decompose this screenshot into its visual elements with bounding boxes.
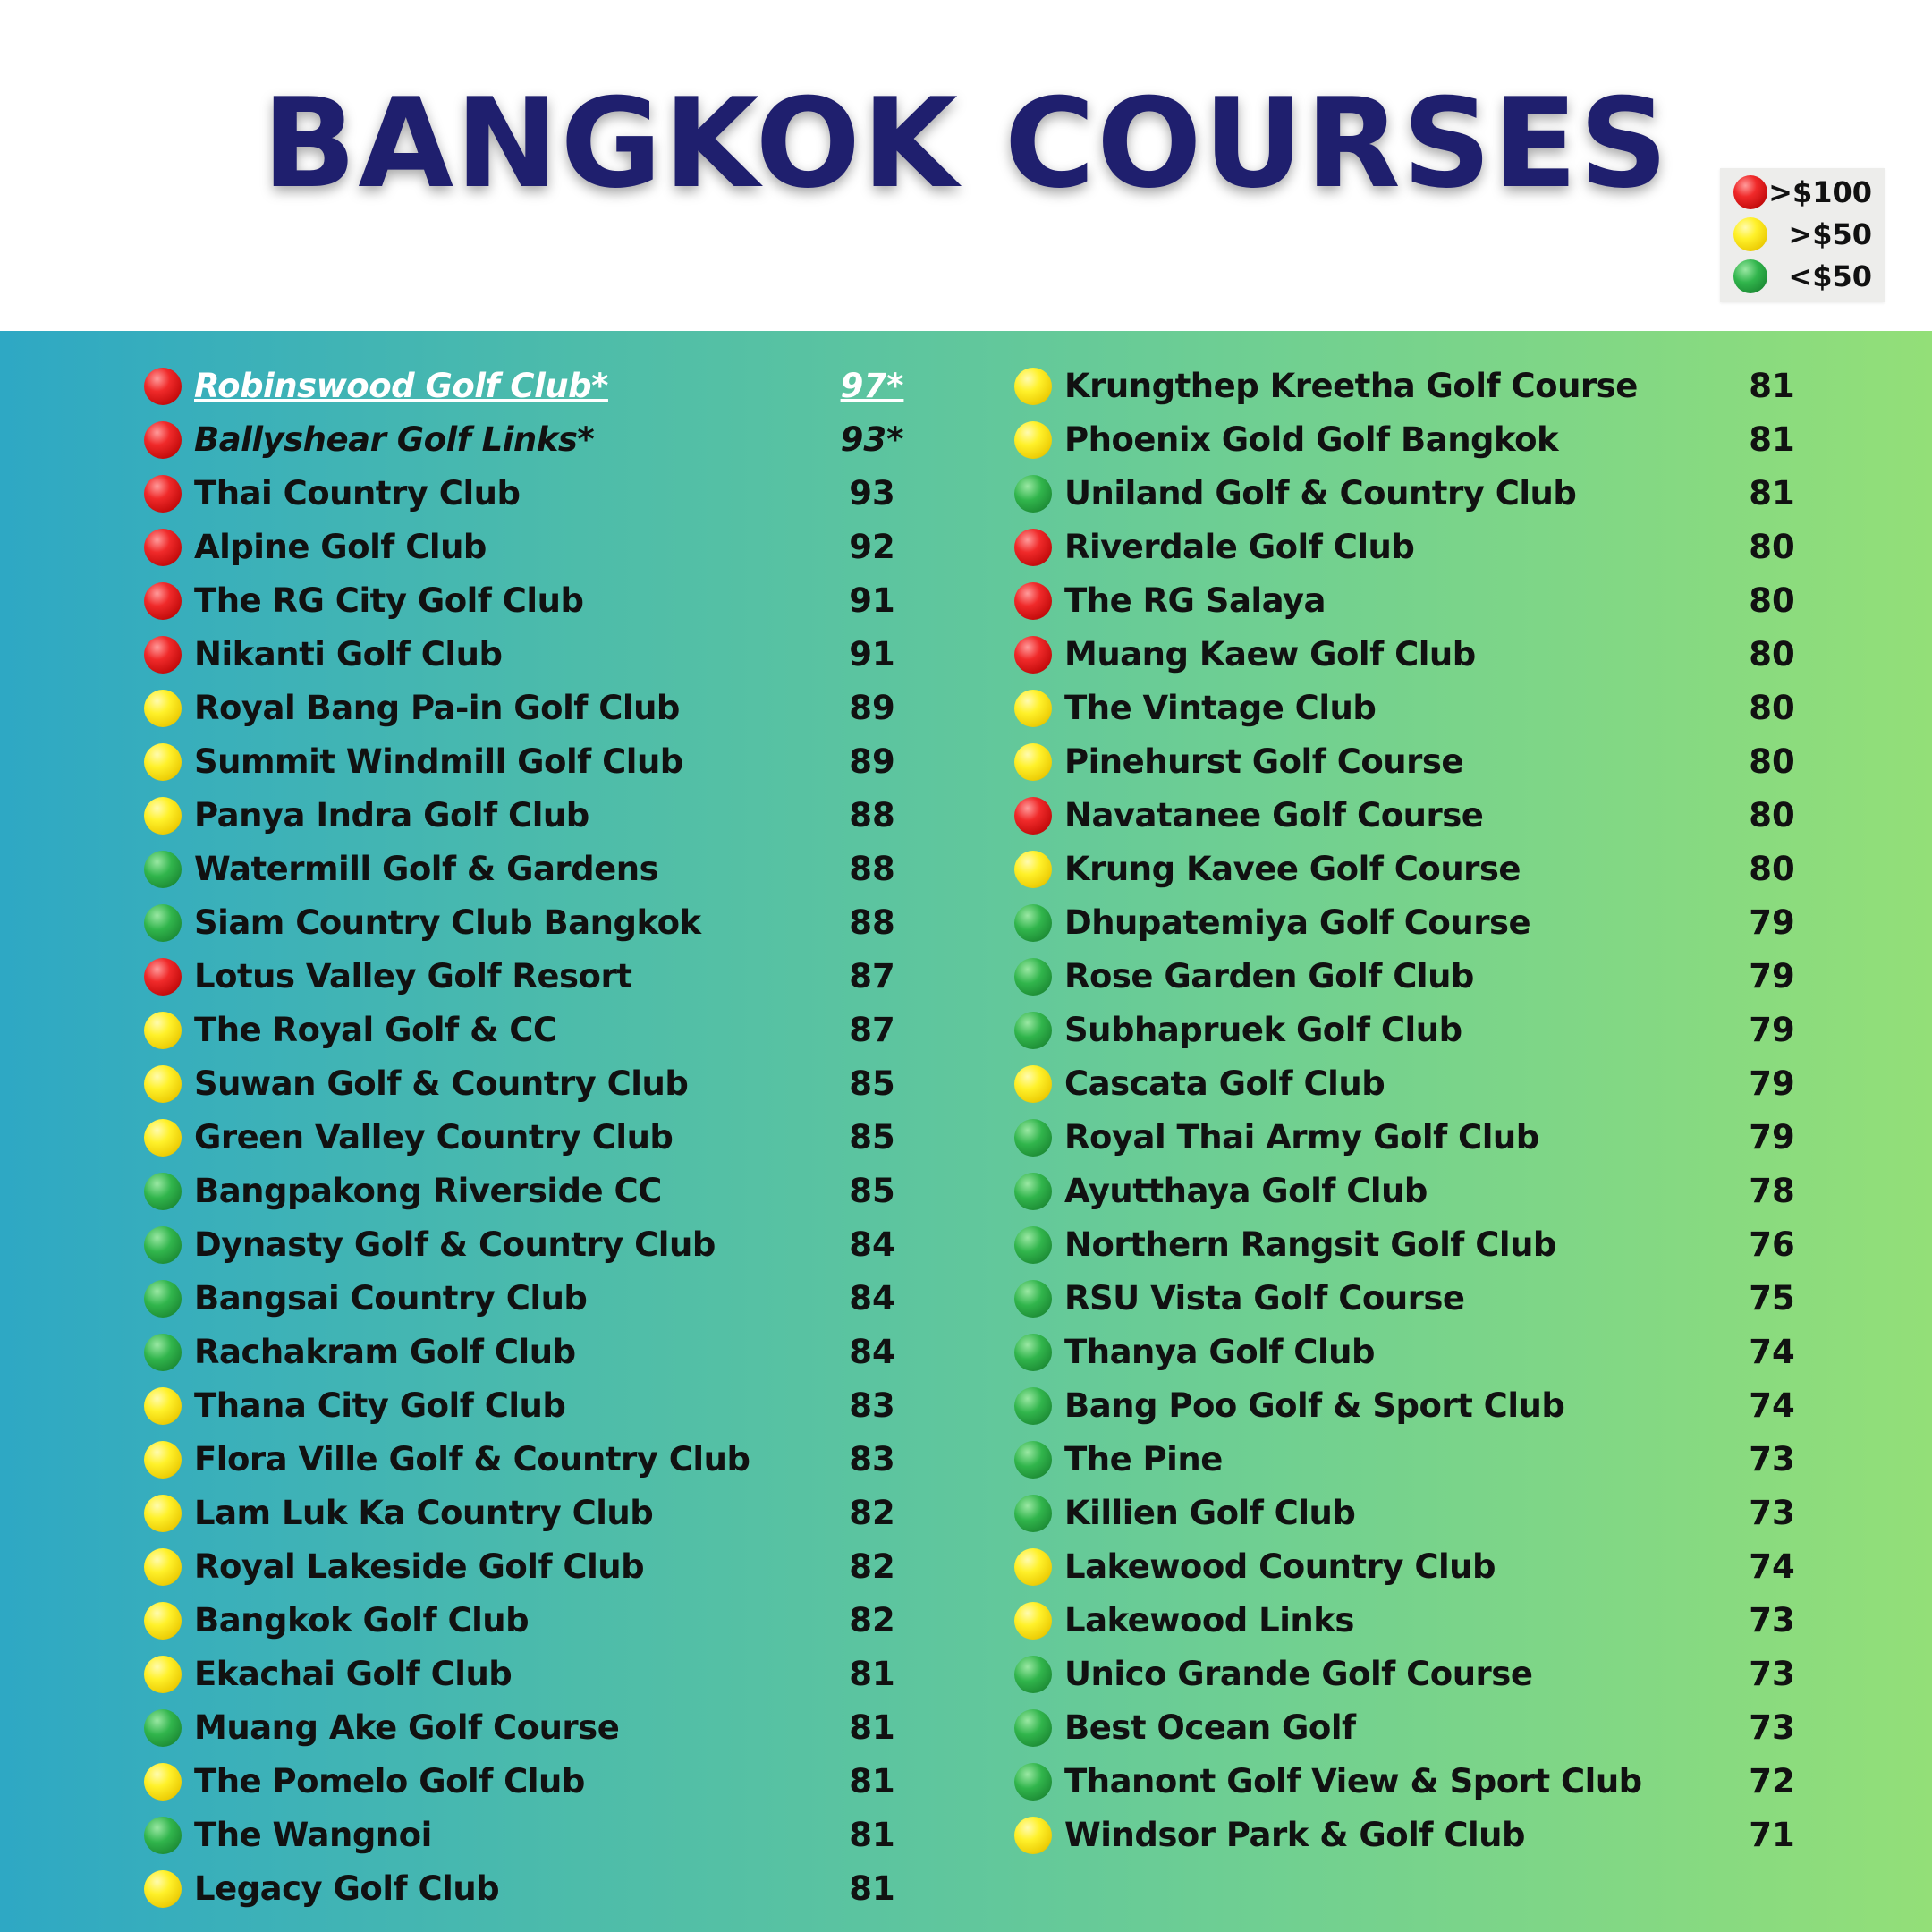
course-score: 80: [1749, 689, 1795, 727]
course-row: [140, 1053, 910, 1106]
course-name: Thai Country Club: [194, 474, 521, 513]
course-name: Killien Golf Club: [1064, 1494, 1356, 1532]
course-row: [1011, 892, 1816, 945]
course-score: 88: [849, 796, 895, 835]
course-score: 89: [849, 742, 895, 781]
course-score: 88: [849, 850, 895, 888]
green-ball-icon: [144, 1817, 182, 1854]
yellow-ball-icon: [1014, 690, 1052, 727]
green-ball-icon: [1014, 1763, 1052, 1801]
green-ball-icon: [1014, 904, 1052, 942]
course-score: 85: [849, 1172, 895, 1210]
course-score: 80: [1749, 742, 1795, 781]
courses-panel: [0, 331, 1932, 1932]
green-ball-icon: [144, 904, 182, 942]
course-row: [140, 1160, 910, 1214]
legend-label: <$50: [1788, 259, 1872, 293]
course-name: The RG Salaya: [1064, 581, 1326, 620]
course-score: 89: [849, 689, 895, 727]
course-row: [140, 1106, 910, 1160]
course-row: [140, 1589, 910, 1643]
course-row: [1011, 462, 1816, 516]
red-ball-icon: [1733, 175, 1767, 209]
yellow-ball-icon: [144, 1602, 182, 1640]
course-row: [140, 1643, 910, 1697]
yellow-ball-icon: [1014, 1602, 1052, 1640]
course-name: Lam Luk Ka Country Club: [194, 1494, 654, 1532]
course-name: The RG City Golf Club: [194, 581, 584, 620]
course-score: 85: [849, 1118, 895, 1157]
course-name: Legacy Golf Club: [194, 1869, 500, 1908]
course-score: 85: [849, 1064, 895, 1103]
course-score: 87: [849, 957, 895, 996]
course-row: [1011, 1804, 1816, 1858]
course-score: 81: [849, 1655, 895, 1693]
green-ball-icon: [144, 1226, 182, 1264]
green-ball-icon: [1014, 1334, 1052, 1371]
course-score: 79: [1749, 1064, 1795, 1103]
course-name: Thana City Golf Club: [194, 1386, 566, 1425]
course-score: 80: [1749, 850, 1795, 888]
course-score: 73: [1749, 1494, 1795, 1532]
course-score: 74: [1749, 1333, 1795, 1371]
yellow-ball-icon: [1014, 421, 1052, 459]
course-row: [140, 838, 910, 892]
course-name: Robinswood Golf Club*: [194, 367, 608, 405]
course-row: [140, 677, 910, 731]
course-row: [140, 1858, 910, 1911]
red-ball-icon: [144, 368, 182, 405]
course-score: 79: [1749, 903, 1795, 942]
course-row: [1011, 355, 1816, 409]
course-score: 73: [1749, 1655, 1795, 1693]
course-name: Bangkok Golf Club: [194, 1601, 530, 1640]
legend-item-yellow: [1720, 213, 1885, 254]
course-row: [1011, 1160, 1816, 1214]
page-title: BANGKOK COURSES: [262, 72, 1670, 216]
green-ball-icon: [144, 1280, 182, 1318]
course-name: Ayutthaya Golf Club: [1064, 1172, 1428, 1210]
course-row: [140, 409, 910, 462]
green-ball-icon: [1014, 1173, 1052, 1210]
course-row: [1011, 623, 1816, 677]
course-name: Royal Bang Pa-in Golf Club: [194, 689, 680, 727]
red-ball-icon: [144, 636, 182, 674]
course-score: 75: [1749, 1279, 1795, 1318]
course-row: [1011, 1106, 1816, 1160]
green-ball-icon: [1014, 1226, 1052, 1264]
yellow-ball-icon: [144, 743, 182, 781]
green-ball-icon: [1014, 1280, 1052, 1318]
course-row: [140, 784, 910, 838]
course-score: 73: [1749, 1601, 1795, 1640]
yellow-ball-icon: [144, 1656, 182, 1693]
course-name: Uniland Golf & Country Club: [1064, 474, 1577, 513]
green-ball-icon: [144, 1334, 182, 1371]
yellow-ball-icon: [1014, 851, 1052, 888]
course-row: [140, 1697, 910, 1750]
course-name: The Wangnoi: [194, 1816, 432, 1854]
legend-item-red: [1720, 171, 1885, 212]
course-name: RSU Vista Golf Course: [1064, 1279, 1465, 1318]
course-row: [140, 355, 910, 409]
course-name: The Pomelo Golf Club: [194, 1762, 585, 1801]
course-score: 81: [1749, 367, 1795, 405]
green-ball-icon: [144, 1173, 182, 1210]
course-name: Thanya Golf Club: [1064, 1333, 1375, 1371]
course-row: [1011, 731, 1816, 784]
red-ball-icon: [144, 529, 182, 566]
course-name: Northern Rangsit Golf Club: [1064, 1225, 1556, 1264]
course-name: Dynasty Golf & Country Club: [194, 1225, 716, 1264]
course-score: 93*: [840, 420, 904, 459]
course-score: 84: [849, 1333, 895, 1371]
red-ball-icon: [144, 475, 182, 513]
yellow-ball-icon: [144, 690, 182, 727]
course-name: Krungthep Kreetha Golf Course: [1064, 367, 1638, 405]
course-name: Navatanee Golf Course: [1064, 796, 1484, 835]
course-score: 80: [1749, 635, 1795, 674]
yellow-ball-icon: [1014, 1065, 1052, 1103]
course-row: [1011, 1643, 1816, 1697]
course-row: [1011, 1482, 1816, 1536]
course-row: [140, 1214, 910, 1267]
red-ball-icon: [1014, 636, 1052, 674]
course-score: 88: [849, 903, 895, 942]
course-score: 73: [1749, 1708, 1795, 1747]
course-name: Thanont Golf View & Sport Club: [1064, 1762, 1642, 1801]
yellow-ball-icon: [144, 1012, 182, 1049]
course-name: Muang Kaew Golf Club: [1064, 635, 1476, 674]
course-score: 91: [849, 635, 895, 674]
course-name: Panya Indra Golf Club: [194, 796, 589, 835]
course-name: Pinehurst Golf Course: [1064, 742, 1463, 781]
course-row: [1011, 570, 1816, 623]
yellow-ball-icon: [1733, 217, 1767, 251]
green-ball-icon: [1014, 1709, 1052, 1747]
course-row: [1011, 516, 1816, 570]
course-score: 79: [1749, 1118, 1795, 1157]
course-score: 79: [1749, 957, 1795, 996]
yellow-ball-icon: [1014, 1548, 1052, 1586]
course-name: Bang Poo Golf & Sport Club: [1064, 1386, 1565, 1425]
course-row: [140, 1482, 910, 1536]
yellow-ball-icon: [1014, 1817, 1052, 1854]
course-row: [140, 1375, 910, 1428]
course-name: The Vintage Club: [1064, 689, 1377, 727]
course-row: [1011, 1697, 1816, 1750]
course-row: [1011, 1267, 1816, 1321]
red-ball-icon: [144, 958, 182, 996]
yellow-ball-icon: [144, 1495, 182, 1532]
course-name: Phoenix Gold Golf Bangkok: [1064, 420, 1559, 459]
course-score: 83: [849, 1386, 895, 1425]
course-row: [1011, 1053, 1816, 1106]
course-score: 87: [849, 1011, 895, 1049]
course-score: 81: [849, 1869, 895, 1908]
green-ball-icon: [1733, 259, 1767, 293]
red-ball-icon: [1014, 582, 1052, 620]
course-name: Ballyshear Golf Links*: [194, 420, 595, 459]
course-row: [140, 623, 910, 677]
course-score: 81: [849, 1762, 895, 1801]
legend-label: >$100: [1768, 175, 1872, 209]
course-score: 81: [1749, 474, 1795, 513]
green-ball-icon: [1014, 958, 1052, 996]
course-name: Rose Garden Golf Club: [1064, 957, 1474, 996]
course-score: 81: [1749, 420, 1795, 459]
price-legend: [1720, 168, 1885, 302]
yellow-ball-icon: [144, 1441, 182, 1479]
red-ball-icon: [1014, 797, 1052, 835]
course-score: 72: [1749, 1762, 1795, 1801]
course-name: Lotus Valley Golf Resort: [194, 957, 632, 996]
course-name: The Pine: [1064, 1440, 1223, 1479]
red-ball-icon: [144, 582, 182, 620]
right-course-list: [1011, 355, 1816, 1858]
course-row: [140, 1321, 910, 1375]
course-row: [1011, 838, 1816, 892]
course-score: 73: [1749, 1440, 1795, 1479]
course-name: Subhapruek Golf Club: [1064, 1011, 1462, 1049]
course-score: 84: [849, 1279, 895, 1318]
course-score: 81: [849, 1816, 895, 1854]
course-row: [140, 731, 910, 784]
course-name: Bangpakong Riverside CC: [194, 1172, 662, 1210]
left-course-list: [140, 355, 910, 1911]
green-ball-icon: [1014, 1387, 1052, 1425]
course-row: [1011, 1321, 1816, 1375]
course-name: Summit Windmill Golf Club: [194, 742, 683, 781]
course-name: Windsor Park & Golf Club: [1064, 1816, 1525, 1854]
course-row: [140, 1267, 910, 1321]
course-score: 84: [849, 1225, 895, 1264]
green-ball-icon: [1014, 1495, 1052, 1532]
course-row: [1011, 1375, 1816, 1428]
course-score: 82: [849, 1601, 895, 1640]
course-row: [1011, 1589, 1816, 1643]
course-row: [140, 999, 910, 1053]
legend-item-green: [1720, 255, 1885, 296]
green-ball-icon: [1014, 1012, 1052, 1049]
course-name: Cascata Golf Club: [1064, 1064, 1385, 1103]
course-row: [140, 945, 910, 999]
course-row: [1011, 945, 1816, 999]
course-row: [140, 516, 910, 570]
course-score: 82: [849, 1494, 895, 1532]
course-name: Siam Country Club Bangkok: [194, 903, 701, 942]
course-score: 83: [849, 1440, 895, 1479]
course-score: 74: [1749, 1547, 1795, 1586]
course-name: Lakewood Country Club: [1064, 1547, 1496, 1586]
course-score: 82: [849, 1547, 895, 1586]
course-row: [1011, 1214, 1816, 1267]
course-name: Krung Kavee Golf Course: [1064, 850, 1521, 888]
course-score: 74: [1749, 1386, 1795, 1425]
header: [0, 0, 1932, 331]
yellow-ball-icon: [144, 1387, 182, 1425]
course-score: 81: [849, 1708, 895, 1747]
yellow-ball-icon: [144, 1548, 182, 1586]
green-ball-icon: [144, 1709, 182, 1747]
yellow-ball-icon: [144, 1763, 182, 1801]
course-name: Best Ocean Golf: [1064, 1708, 1356, 1747]
course-name: Royal Thai Army Golf Club: [1064, 1118, 1539, 1157]
course-name: Alpine Golf Club: [194, 528, 487, 566]
course-name: Royal Lakeside Golf Club: [194, 1547, 645, 1586]
course-row: [1011, 999, 1816, 1053]
course-score: 80: [1749, 796, 1795, 835]
course-row: [1011, 1428, 1816, 1482]
green-ball-icon: [1014, 1441, 1052, 1479]
yellow-ball-icon: [144, 1065, 182, 1103]
red-ball-icon: [144, 421, 182, 459]
course-row: [1011, 409, 1816, 462]
course-name: Unico Grande Golf Course: [1064, 1655, 1533, 1693]
course-row: [1011, 1750, 1816, 1804]
green-ball-icon: [1014, 1119, 1052, 1157]
yellow-ball-icon: [1014, 368, 1052, 405]
yellow-ball-icon: [144, 1119, 182, 1157]
course-row: [140, 892, 910, 945]
course-score: 93: [849, 474, 895, 513]
course-score: 71: [1749, 1816, 1795, 1854]
course-name: Watermill Golf & Gardens: [194, 850, 659, 888]
course-row: [140, 1536, 910, 1589]
course-score: 80: [1749, 581, 1795, 620]
course-row: [1011, 1536, 1816, 1589]
legend-label: >$50: [1788, 217, 1872, 251]
course-row: [140, 1428, 910, 1482]
red-ball-icon: [1014, 529, 1052, 566]
course-name: Rachakram Golf Club: [194, 1333, 576, 1371]
course-name: Nikanti Golf Club: [194, 635, 503, 674]
course-name: Suwan Golf & Country Club: [194, 1064, 689, 1103]
course-score: 76: [1749, 1225, 1795, 1264]
green-ball-icon: [1014, 1656, 1052, 1693]
yellow-ball-icon: [1014, 743, 1052, 781]
course-row: [1011, 784, 1816, 838]
course-name: Green Valley Country Club: [194, 1118, 674, 1157]
course-name: Ekachai Golf Club: [194, 1655, 513, 1693]
yellow-ball-icon: [144, 797, 182, 835]
course-row: [1011, 677, 1816, 731]
course-score: 91: [849, 581, 895, 620]
course-score: 78: [1749, 1172, 1795, 1210]
course-score: 92: [849, 528, 895, 566]
green-ball-icon: [144, 851, 182, 888]
course-name: Bangsai Country Club: [194, 1279, 588, 1318]
course-name: Muang Ake Golf Course: [194, 1708, 620, 1747]
course-name: Flora Ville Golf & Country Club: [194, 1440, 750, 1479]
course-name: Lakewood Links: [1064, 1601, 1354, 1640]
course-name: The Royal Golf & CC: [194, 1011, 557, 1049]
course-name: Dhupatemiya Golf Course: [1064, 903, 1531, 942]
green-ball-icon: [1014, 475, 1052, 513]
course-row: [140, 1804, 910, 1858]
course-row: [140, 570, 910, 623]
course-row: [140, 1750, 910, 1804]
course-score: 80: [1749, 528, 1795, 566]
course-score: 79: [1749, 1011, 1795, 1049]
course-score: 97*: [840, 367, 904, 405]
course-name: Riverdale Golf Club: [1064, 528, 1415, 566]
yellow-ball-icon: [144, 1870, 182, 1908]
course-row: [140, 462, 910, 516]
